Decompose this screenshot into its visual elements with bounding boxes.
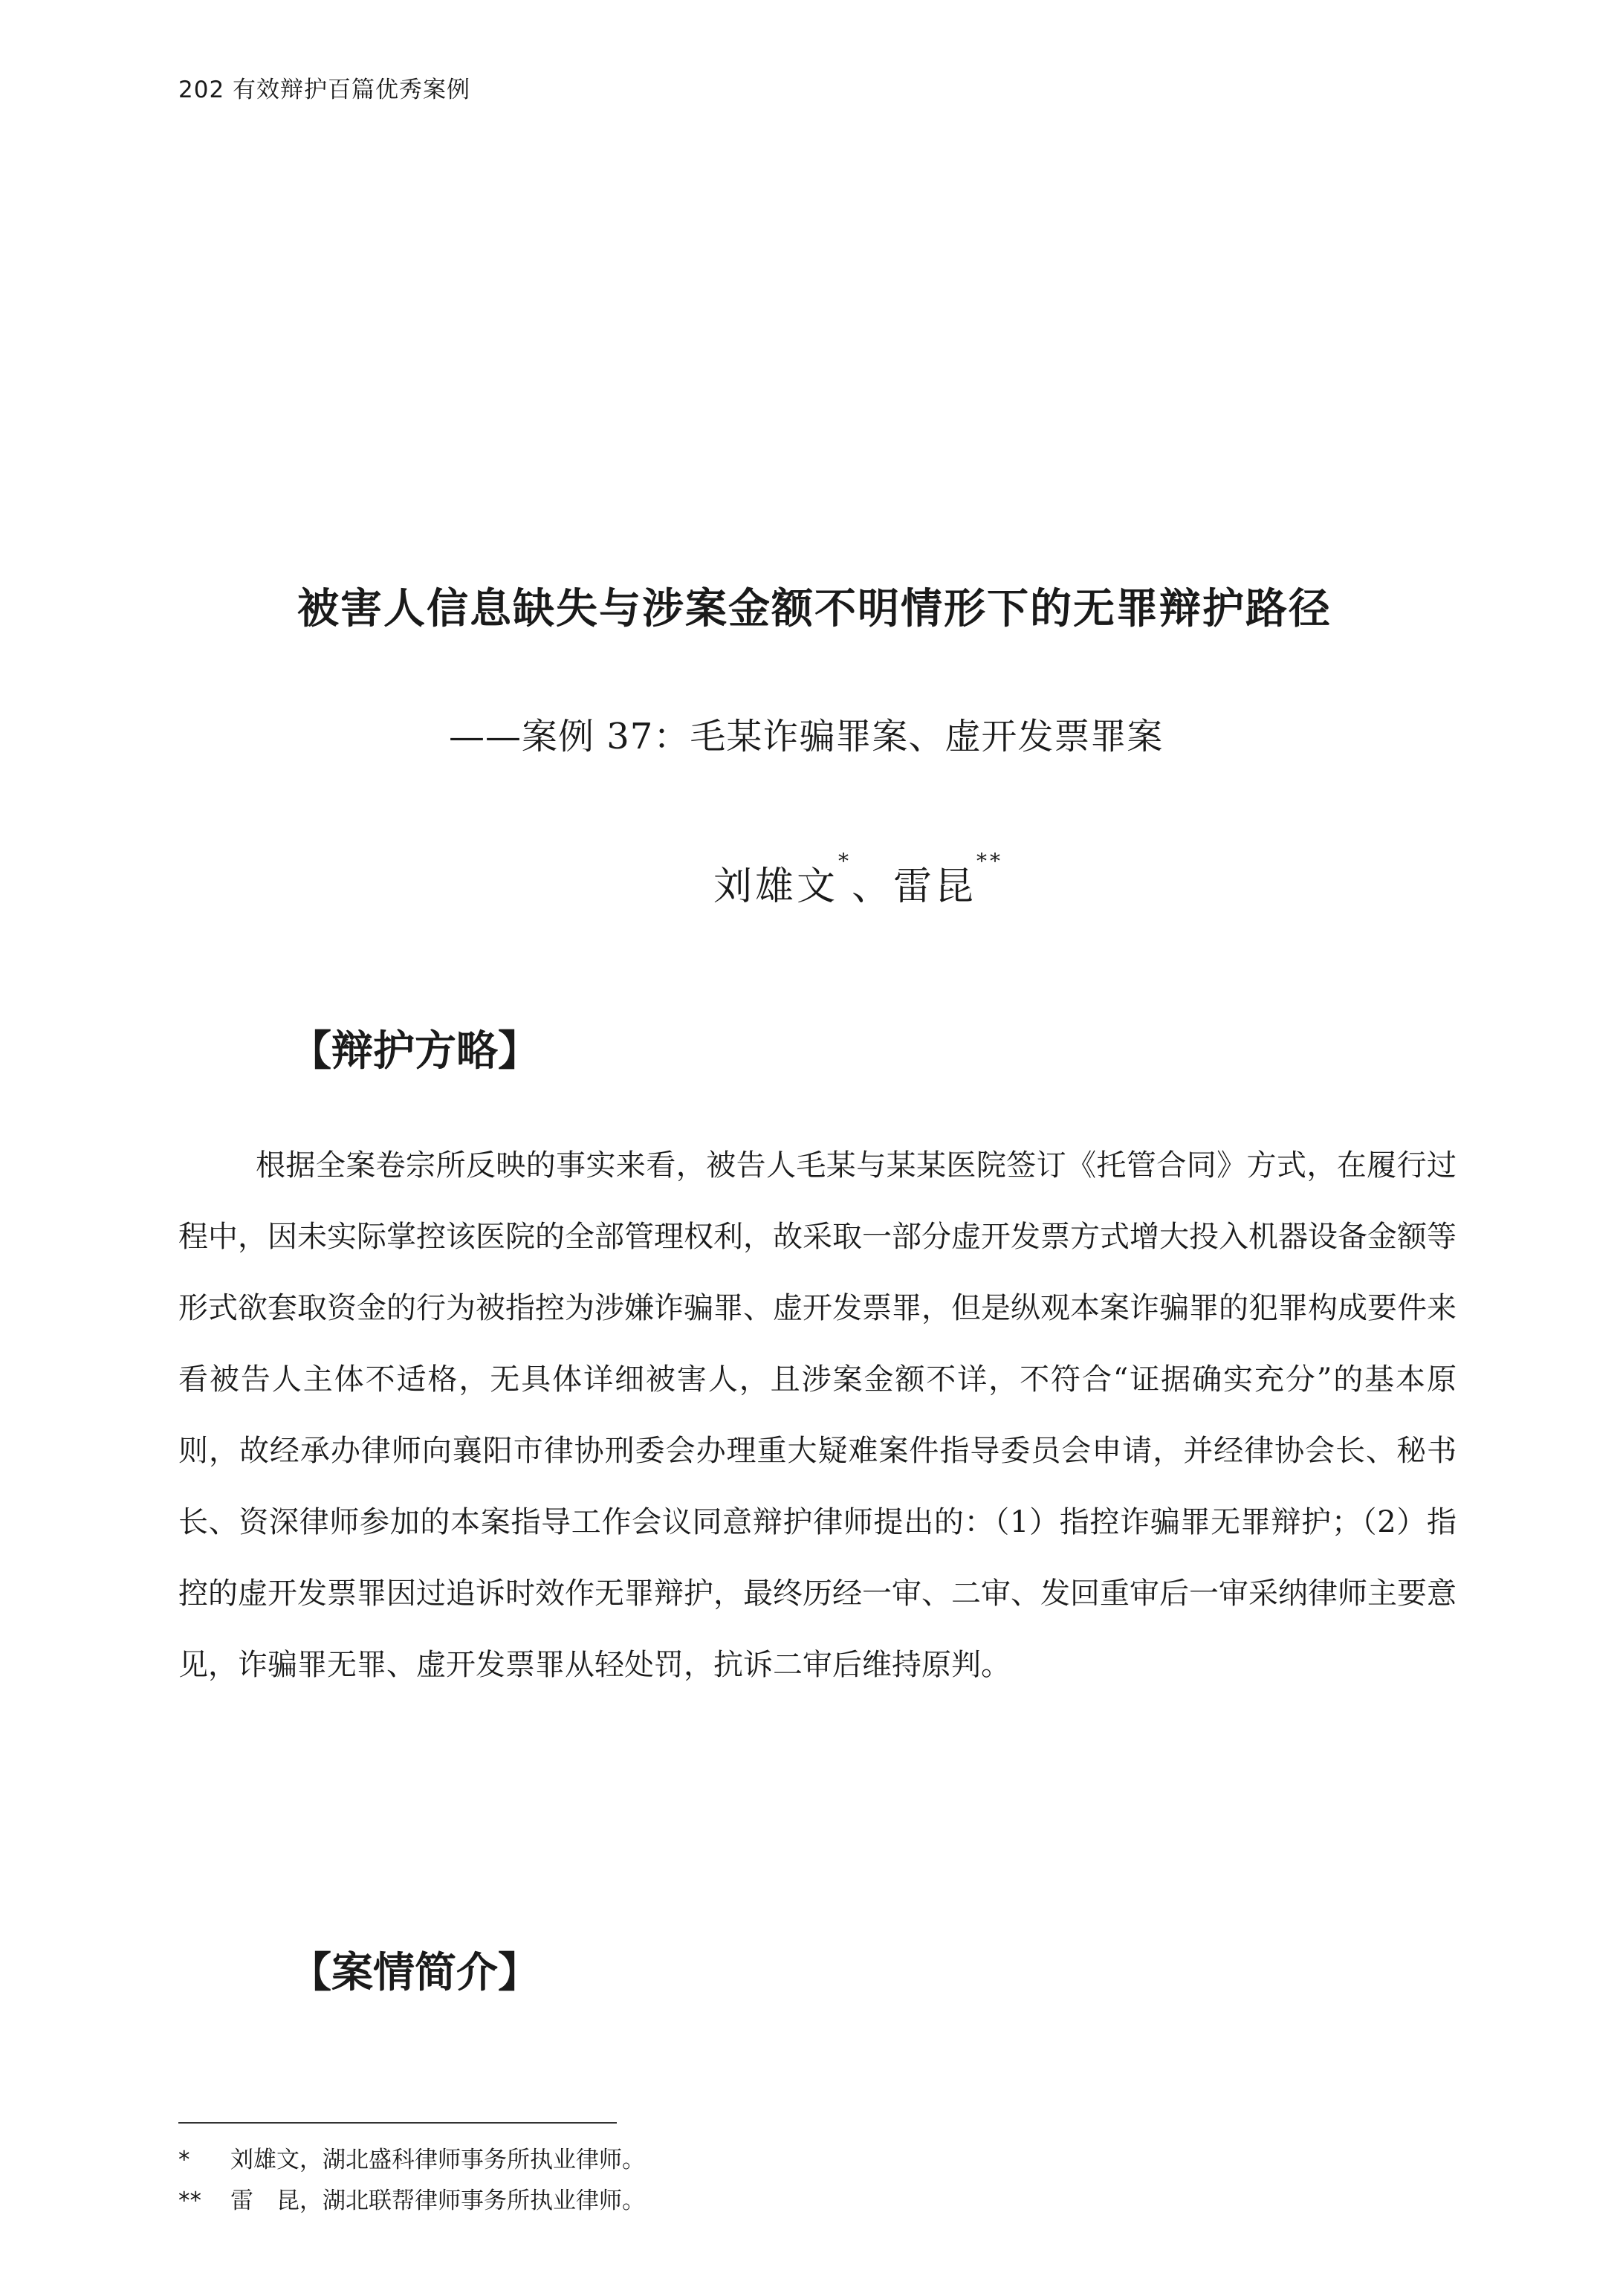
footnote-text: 雷 昆，湖北联帮律师事务所执业律师。 (230, 2187, 645, 2214)
author-separator: 、 (852, 864, 894, 909)
running-header: 202 有效辩护百篇优秀案例 (178, 77, 471, 103)
author-line (713, 849, 1004, 911)
author-name: 刘雄文 (713, 864, 839, 909)
footnote-text: 刘雄文，湖北盛科律师事务所执业律师。 (230, 2147, 645, 2173)
footnote-mark: ** (178, 2187, 201, 2214)
footnote-divider (178, 2122, 617, 2124)
strategy-paragraph: 根据全案卷宗所反映的事实来看，被告人毛某与某某医院签订《托管合同》方式，在履行过程中，因未实际掌控该医院的全部管理权利，故采取一部分虚开发票方式增大投入机器设备金额等形式欲套取资金的行为被指控为涉嫌诈骗罪、虚开发票罪，但是纵观本案诈骗罪的犯罪构成要件来看被告人主体不适格，无具体详细被害人，且涉案金额不详，不符合“证据确实充分”的基本原则，故经承办律师向襄阳市律协刑委会办理重大疑难案件指导委员会申请，并经律协会长、秘书长、资深律师参加的本案指导工作会议同意辩护律师提出的：（1）指控诈骗罪无罪辩护；（2）指控的虚开发票罪因过追诉时效作无罪辩护，最终历经一审、二审、发回重审后一审采纳律师主要意见，诈骗罪无罪、虚开发票罪从轻处罚，抗诉二审后维持原判。 (178, 1148, 1457, 1682)
footnote (178, 2182, 645, 2215)
author-name: 雷昆 (893, 864, 977, 909)
section-heading-strategy: 【辩护方略】 (290, 1027, 540, 1076)
footnote (178, 2141, 645, 2174)
article-title: 被害人信息缺失与涉案金额不明情形下的无罪辩护路径 (297, 584, 1332, 633)
footnote-marker: ** (976, 849, 1004, 873)
article-subtitle: ——案例 37：毛某诈骗罪案、虚开发票罪案 (449, 716, 1164, 757)
footnote-mark: * (178, 2147, 190, 2173)
section-heading-case-summary: 【案情简介】 (290, 1949, 540, 1997)
footnote-marker: * (838, 849, 852, 873)
